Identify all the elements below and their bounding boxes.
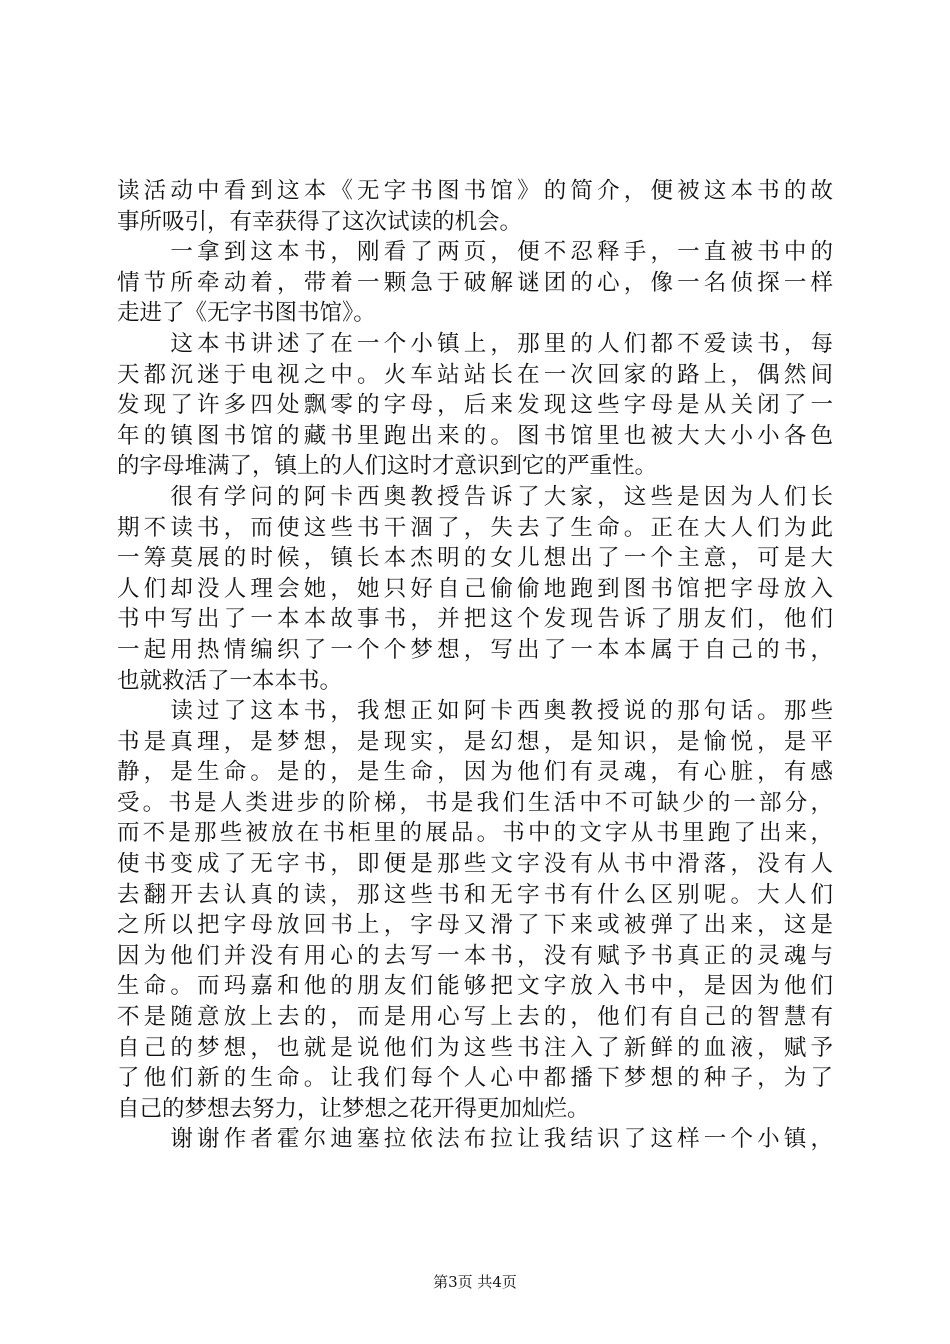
text-line: 的字母堆满了，镇上的人们这时才意识到它的严重性。 [117,453,658,480]
text-line: 因为他们并没有用心的去写一本书，没有赋予书真正的灵魂与 [117,942,833,969]
text-line: 情节所牵动着，带着一颗急于破解谜团的心，像一名侦探一样 [117,269,833,296]
text-line: 走进了《无字书图书馆》。 [117,300,376,327]
text-line: 了他们新的生命。让我们每个人心中都播下梦想的种子，为了 [117,1065,833,1092]
text-line: 自己的梦想去努力，让梦想之花开得更加灿烂。 [117,1095,590,1122]
text-line: 自己的梦想，也就是说他们为这些书注入了新鲜的血液，赋予 [117,1034,833,1061]
text-line: 读过了这本书，我想正如阿卡西奥教授说的那句话。那些 [117,698,833,725]
document-body [117,176,833,1155]
text-line: 天都沉迷于电视之中。火车站站长在一次回家的路上，偶然间 [117,361,833,388]
text-line: 这本书讲述了在一个小镇上，那里的人们都不爱读书，每 [117,330,833,357]
text-line: 书是真理，是梦想，是现实，是幻想，是知识，是愉悦，是平 [117,728,833,755]
text-line: 人们却没人理会她，她只好自己偷偷地跑到图书馆把字母放入 [117,575,833,602]
text-line: 而不是那些被放在书柜里的展品。书中的文字从书里跑了出来， [117,820,833,847]
text-line: 事所吸引，有幸获得了这次试读的机会。 [117,208,523,235]
text-line: 很有学问的阿卡西奥教授告诉了大家，这些是因为人们长 [117,483,833,510]
text-line: 去翻开去认真的读，那这些书和无字书有什么区别呢。大人们 [117,881,833,908]
text-line: 不是随意放上去的，而是用心写上去的，他们有自己的智慧有 [117,1004,833,1031]
text-line: 也就救活了一本本书。 [117,667,343,694]
text-line: 生命。而玛嘉和他的朋友们能够把文字放入书中，是因为他们 [117,973,833,1000]
text-line: 书中写出了一本本故事书，并把这个发现告诉了朋友们，他们 [117,606,833,633]
text-line: 受。书是人类进步的阶梯，书是我们生活中不可缺少的一部分， [117,789,833,816]
text-line: 一拿到这本书，刚看了两页，便不忍释手，一直被书中的 [117,239,833,266]
text-line: 一筹莫展的时候，镇长本杰明的女儿想出了一个主意，可是大 [117,545,833,572]
text-line: 静，是生命。是的，是生命，因为他们有灵魂，有心脏，有感 [117,759,833,786]
text-line: 一起用热情编织了一个个梦想，写出了一本本属于自己的书， [117,636,833,663]
page-footer: 第3页 共4页 [433,1273,517,1291]
text-line: 之所以把字母放回书上，字母又滑了下来或被弹了出来，这是 [117,912,833,939]
text-line: 发现了许多四处飘零的字母，后来发现这些字母是从关闭了一 [117,392,833,419]
text-line: 读活动中看到这本《无字书图书馆》的简介，便被这本书的故 [117,178,833,204]
text-line: 谢谢作者霍尔迪塞拉依法布拉让我结识了这样一个小镇， [117,1126,833,1153]
text-line: 年的镇图书馆的藏书里跑出来的。图书馆里也被大大小小各色 [117,422,833,449]
text-line: 期不读书，而使这些书干涸了，失去了生命。正在大人们为此 [117,514,833,541]
text-line: 使书变成了无字书，即便是那些文字没有从书中滑落，没有人 [117,851,833,878]
